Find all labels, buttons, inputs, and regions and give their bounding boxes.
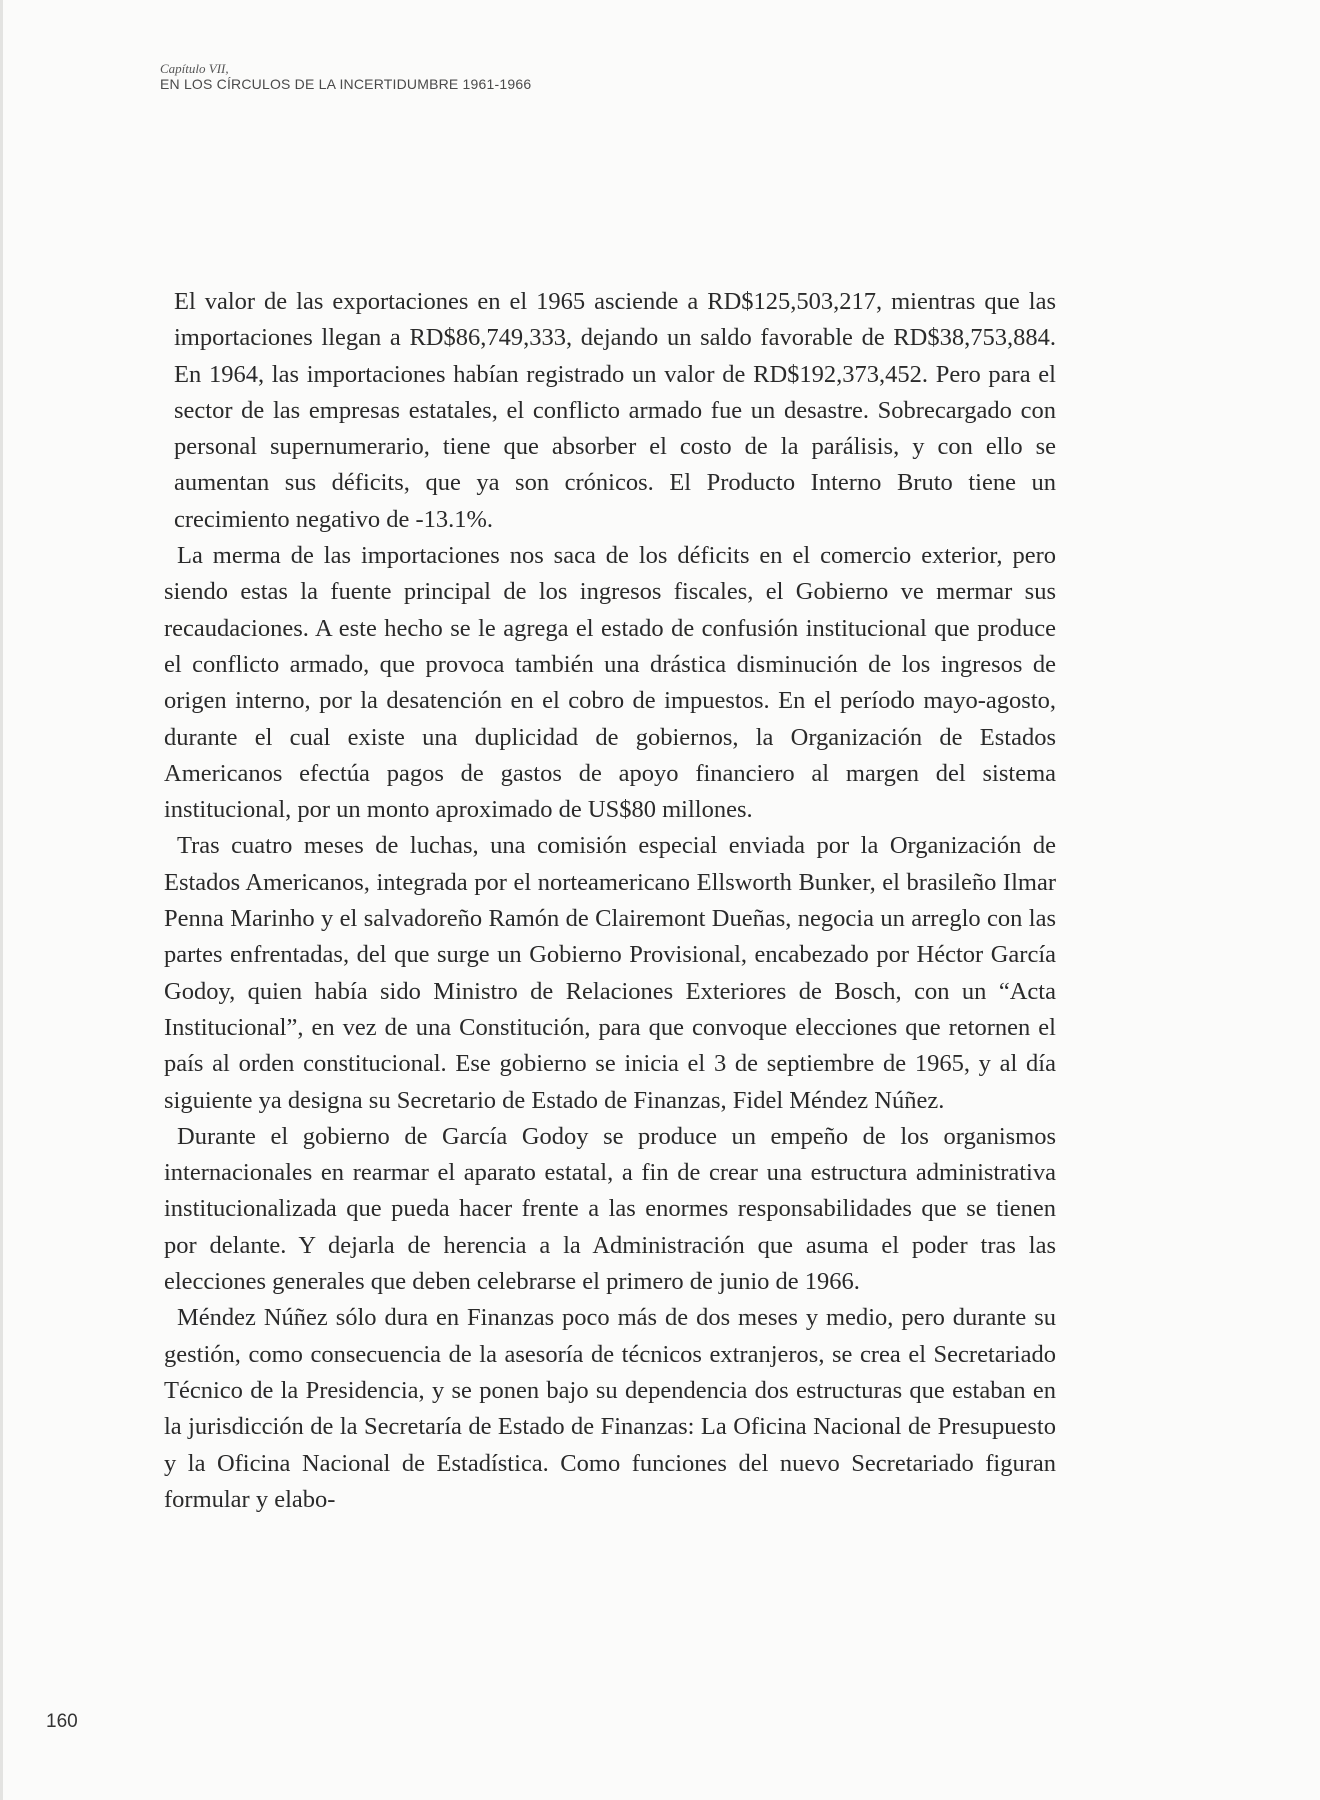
body-text [164,284,1056,1518]
running-header [160,62,531,92]
page-number: 160 [46,1711,78,1732]
chapter-label: Capítulo VII, [160,61,229,76]
paragraph-4: Durante el gobierno de García Godoy se produce un empeño de los organismos internacionales en rearmar el aparato estatal, a fin de crear una estructura administrativa institucionalizada que pueda hacer frente a las enormes responsabilidades que se tienen por delante. Y dejarla de herencia a la Administración que asuma el poder tras las elecciones generales que deben celebrarse el primero de junio de 1966. [164,1122,1056,1296]
scan-edge [0,0,3,1800]
paragraph-5: Méndez Núñez sólo dura en Finanzas poco más de dos meses y medio, pero durante su gestión, como consecuencia de la asesoría de técnicos extranjeros, se crea el Secretariado Técnico de la Presidencia, y se ponen bajo su dependencia dos estructuras que estaban en la jurisdicción de la Secretaría de Estado de Finanzas: La Oficina Nacional de Presupuesto y la Oficina Nacional de Estadística. Como funciones del nuevo Secretariado figuran formular y elabo- [164,1304,1056,1513]
chapter-title: EN LOS CÍRCULOS DE LA INCERTIDUMBRE 1961-1966 [160,76,532,92]
paragraph-1: El valor de las exportaciones en el 1965 asciende a RD$125,503,217, mientras que las importaciones llegan a RD$86,749,333, dejando un saldo favorable de RD$38,753,884. En 1964, las importaciones habían registrado un valor de RD$192,373,452. Pero para el sector de las empresas estatales, el conflicto armado fue un desastre. Sobrecargado con personal supernumerario, tiene que absorber el costo de la parálisis, y con ello se aumentan sus déficits, que ya son crónicos. El Producto Interno Bruto tiene un crecimiento negativo de -13.1%. [174,288,1056,533]
paragraph-3: Tras cuatro meses de luchas, una comisión especial enviada por la Organización de Estados Americanos, integrada por el norteamericano Ellsworth Bunker, el brasileño Ilmar Penna Marinho y el salvadoreño Ramón de Clairemont Dueñas, negocia un arreglo con las partes enfrentadas, del que surge un Gobierno Provisional, encabezado por Héctor García Godoy, quien había sido Ministro de Relaciones Exteriores de Bosch, con un “Acta Institucional”, en vez de una Constitución, para que convoque elecciones que retornen el país al orden constitucional. Ese gobierno se inicia el 3 de septiembre de 1965, y al día siguiente ya designa su Secretario de Estado de Finanzas, Fidel Méndez Núñez. [164,832,1056,1114]
paragraph-2: La merma de las importaciones nos saca de los déficits en el comercio exterior, pero siendo estas la fuente principal de los ingresos fiscales, el Gobierno ve mermar sus recaudaciones. A este hecho se le agrega el estado de confusión institucional que produce el conflicto armado, que provoca también una drástica disminución de los ingresos de origen interno, por la desatención en el cobro de impuestos. En el período mayo-agosto, durante el cual existe una duplicidad de gobiernos, la Organización de Estados Americanos efectúa pagos de gastos de apoyo financiero al margen del sistema institucional, por un monto aproximado de US$80 millones. [164,542,1056,824]
